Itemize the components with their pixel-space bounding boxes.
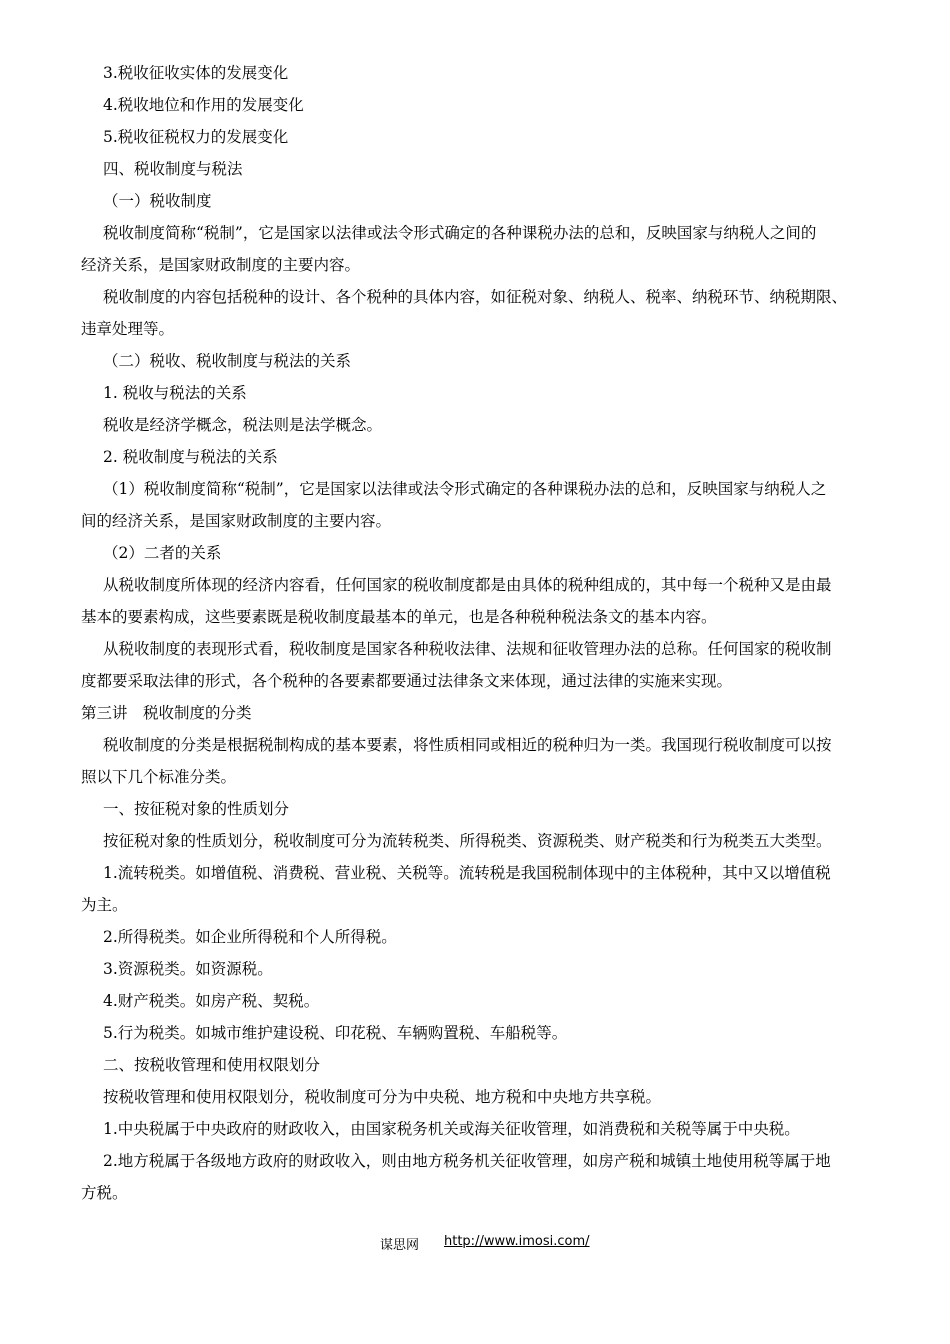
text-line-3: 5.税收征税权力的发展变化: [103, 128, 289, 146]
text-line-20: 度都要采取法律的形式，各个税种的各要素都要通过法律条文来体现，通过法律的实施来实现。: [81, 672, 733, 690]
text-line-9: 违章处理等。: [81, 320, 175, 338]
text-line-35: 2.地方税属于各级地方政府的财政收入，则由地方税务机关征收管理，如房产税和城镇土地使用税等属于地: [103, 1152, 831, 1170]
text-line-15: 间的经济关系，是国家财政制度的主要内容。: [81, 512, 392, 530]
footer-url-link[interactable]: http://www.imosi.com/: [444, 1234, 590, 1249]
text-line-18: 基本的要素构成，这些要素既是税收制度最基本的单元，也是各种税种税法条文的基本内容。: [81, 608, 717, 626]
subsection-heading-1: （一）税收制度: [103, 192, 212, 210]
subsection-heading-2: （二）税收、税收制度与税法的关系: [103, 352, 352, 370]
text-line-7: 经济关系，是国家财政制度的主要内容。: [81, 256, 361, 274]
section-heading-1: 一、按征税对象的性质划分: [103, 800, 290, 818]
section-heading-2: 二、按税收管理和使用权限划分: [103, 1056, 321, 1074]
text-line-29: 3.资源税类。如资源税。: [103, 960, 273, 978]
text-line-22: 税收制度的分类是根据税制构成的基本要素，将性质相同或相近的税种归为一类。我国现行税收制度可以按: [103, 736, 832, 754]
section-heading-4: 四、税收制度与税法: [103, 160, 243, 178]
text-line-27: 为主。: [81, 896, 128, 914]
chapter-heading-3: 第三讲 税收制度的分类: [81, 704, 252, 722]
text-line-16: （2）二者的关系: [103, 544, 222, 562]
footer-site-name: 谋思网: [380, 1238, 420, 1253]
text-line-12: 税收是经济学概念，税法则是法学概念。: [103, 416, 383, 434]
text-line-31: 5.行为税类。如城市维护建设税、印花税、车辆购置税、车船税等。: [103, 1024, 568, 1042]
text-line-34: 1.中央税属于中央政府的财政收入，由国家税务机关或海关征收管理，如消费税和关税等属于中央税。: [103, 1120, 800, 1138]
text-line-6: 税收制度简称“税制”，它是国家以法律或法令形式确定的各种课税办法的总和，反映国家与纳税人之间的: [103, 224, 817, 242]
text-line-25: 按征税对象的性质划分，税收制度可分为流转税类、所得税类、资源税类、财产税类和行为税类五大类型。: [103, 832, 832, 850]
text-line-14: （1）税收制度简称“税制”，它是国家以法律或法令形式确定的各种课税办法的总和，反映国家与纳税人之: [103, 480, 827, 498]
text-line-33: 按税收管理和使用权限划分，税收制度可分为中央税、地方税和中央地方共享税。: [103, 1088, 662, 1106]
text-line-1: 3.税收征收实体的发展变化: [103, 64, 289, 82]
text-line-36: 方税。: [81, 1184, 128, 1202]
text-line-28: 2.所得税类。如企业所得税和个人所得税。: [103, 928, 397, 946]
text-line-2: 4.税收地位和作用的发展变化: [103, 96, 304, 114]
text-line-23: 照以下几个标准分类。: [81, 768, 237, 786]
text-line-19: 从税收制度的表现形式看，税收制度是国家各种税收法律、法规和征收管理办法的总称。任何国家的税收制: [103, 640, 832, 658]
text-line-11: 1. 税收与税法的关系: [103, 384, 247, 402]
text-line-26: 1.流转税类。如增值税、消费税、营业税、关税等。流转税是我国税制体现中的主体税种，其中又以增值税: [103, 864, 831, 882]
text-line-30: 4.财产税类。如房产税、契税。: [103, 992, 320, 1010]
text-line-8: 税收制度的内容包括税种的设计、各个税种的具体内容，如征税对象、纳税人、税率、纳税环节、纳税期限、: [103, 288, 848, 306]
text-line-17: 从税收制度所体现的经济内容看，任何国家的税收制度都是由具体的税种组成的，其中每一个税种又是由最: [103, 576, 832, 594]
text-line-13: 2. 税收制度与税法的关系: [103, 448, 278, 466]
